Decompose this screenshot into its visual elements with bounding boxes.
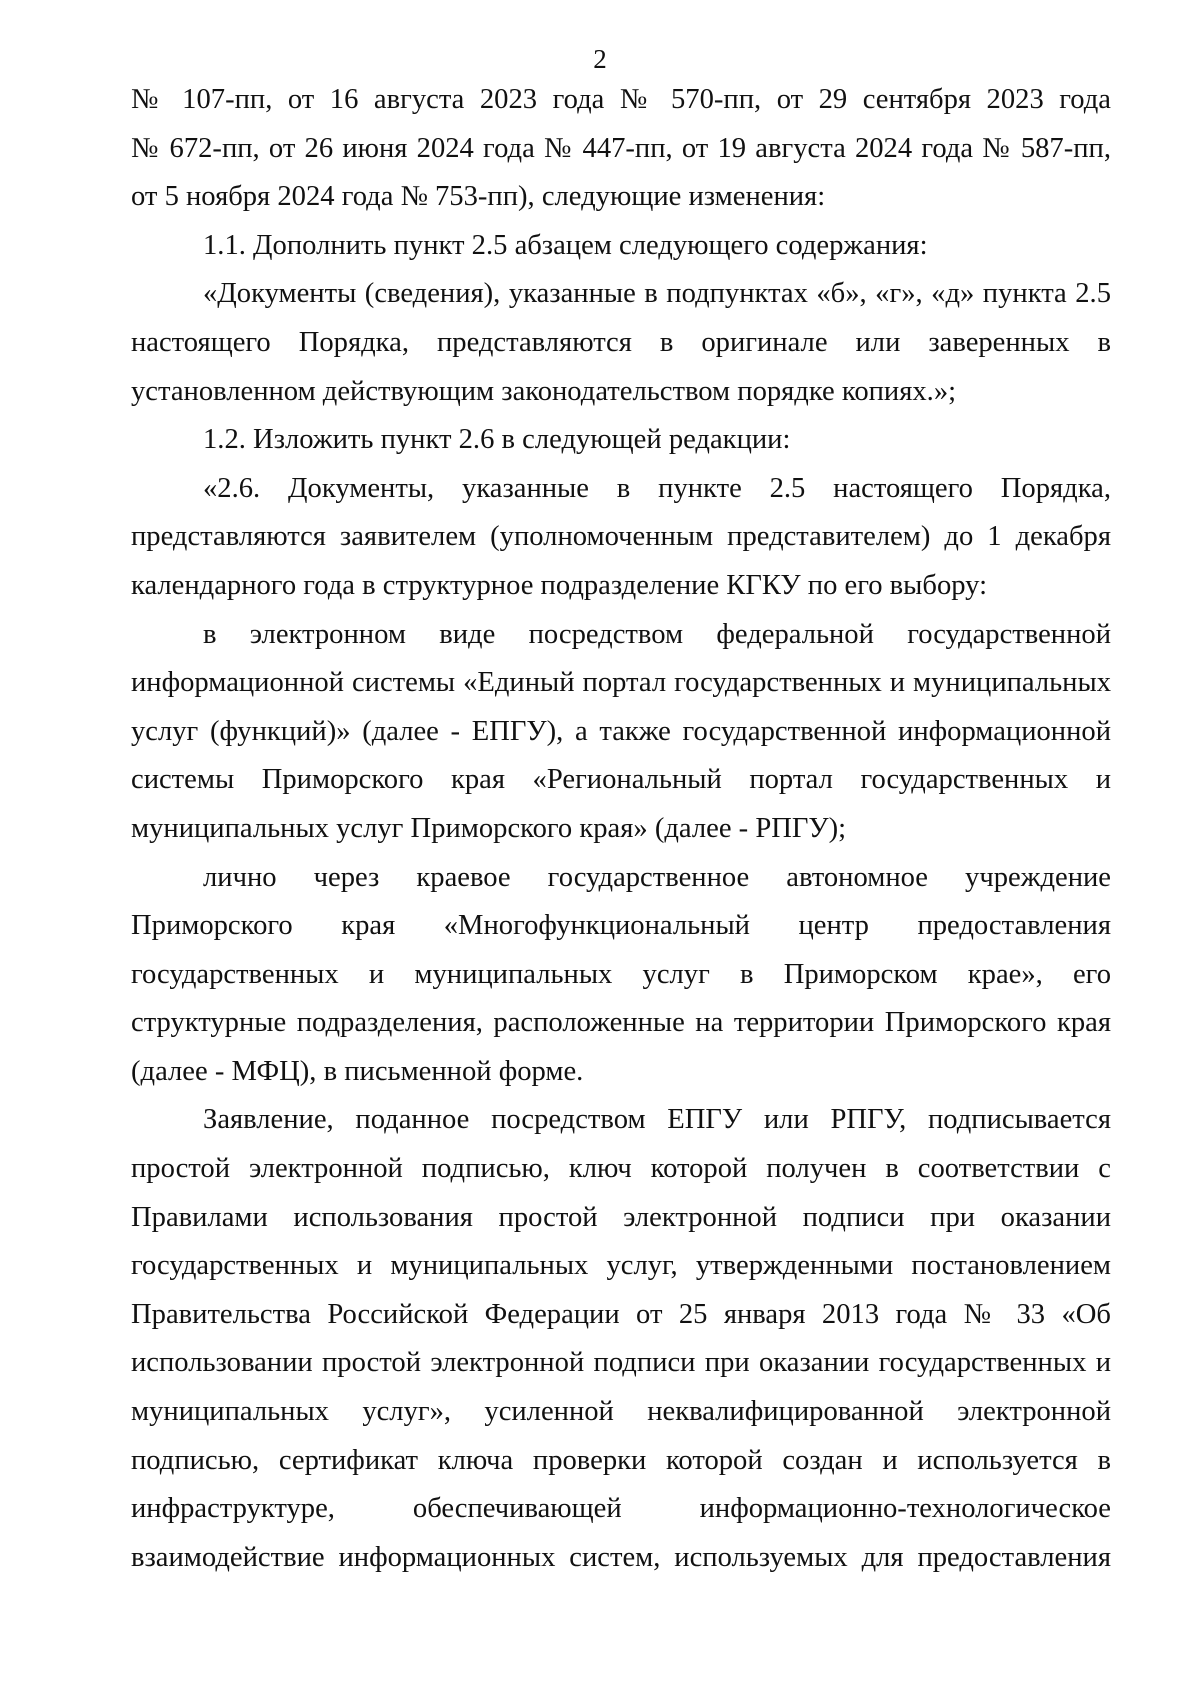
text-line: (далее - МФЦ), в письменной форме. bbox=[131, 1055, 584, 1087]
text-line: лично через краевое государственное автономное учреждение bbox=[203, 861, 1111, 893]
text-line: системы Приморского края «Региональный портал государственных и bbox=[131, 764, 1111, 796]
text-line: № 107-пп, от 16 августа 2023 года № 570-пп, от 29 сентября 2023 года bbox=[131, 84, 1111, 115]
text-line: Правительства Российской Федерации от 25 января 2013 года № 33 «Об bbox=[131, 1298, 1111, 1330]
text-line: структурные подразделения, расположенные на территории Приморского края bbox=[131, 1007, 1111, 1039]
text-line: 1.2. Изложить пункт 2.6 в следующей редакции: bbox=[203, 424, 791, 456]
text-line: информационной системы «Единый портал государственных и муниципальных bbox=[131, 667, 1111, 699]
text-line: использовании простой электронной подписи при оказании государственных и bbox=[131, 1347, 1111, 1379]
text-line: Приморского края «Многофункциональный центр предоставления bbox=[131, 910, 1111, 942]
text-line: от 5 ноября 2024 года № 753-пп), следующие изменения: bbox=[131, 181, 826, 213]
page-number: 2 bbox=[593, 44, 607, 74]
text-line: услуг (функций)» (далее - ЕПГУ), а также государственной информационной bbox=[131, 715, 1111, 747]
text-line: «2.6. Документы, указанные в пункте 2.5 настоящего Порядка, bbox=[203, 472, 1111, 504]
text-line: Правилами использования простой электронной подписи при оказании bbox=[131, 1201, 1111, 1233]
text-line: настоящего Порядка, представляются в оригинале или заверенных в bbox=[131, 326, 1111, 358]
text-line: простой электронной подписью, ключ которой получен в соответствии с bbox=[131, 1153, 1111, 1185]
text-line: государственных и муниципальных услуг в Приморском крае», его bbox=[131, 958, 1111, 990]
text-line: календарного года в структурное подразделение КГКУ по его выбору: bbox=[131, 569, 988, 601]
text-line: в электронном виде посредством федеральной государственной bbox=[203, 618, 1111, 650]
text-line: № 672-пп, от 26 июня 2024 года № 447-пп, от 19 августа 2024 года № 587-пп, bbox=[131, 132, 1111, 164]
text-line: «Документы (сведения), указанные в подпунктах «б», «г», «д» пункта 2.5 bbox=[203, 278, 1111, 310]
text-line: муниципальных услуг Приморского края» (далее - РПГУ); bbox=[131, 812, 847, 844]
text-line: муниципальных услуг», усиленной неквалифицированной электронной bbox=[131, 1396, 1111, 1428]
text-line: Заявление, поданное посредством ЕПГУ или РПГУ, подписывается bbox=[203, 1104, 1111, 1136]
document-body bbox=[131, 76, 1111, 1582]
text-line: взаимодействие информационных систем, используемых для предоставления bbox=[131, 1541, 1111, 1573]
text-line: установленном действующим законодательством порядке копиях.»; bbox=[131, 375, 957, 407]
text-line: подписью, сертификат ключа проверки которой создан и используется в bbox=[131, 1444, 1111, 1476]
text-line: государственных и муниципальных услуг, утвержденными постановлением bbox=[131, 1250, 1111, 1282]
text-line: представляются заявителем (уполномоченным представителем) до 1 декабря bbox=[131, 521, 1111, 553]
text-line: инфраструктуре, обеспечивающей информационно-технологическое bbox=[131, 1493, 1111, 1525]
text-line: 1.1. Дополнить пункт 2.5 абзацем следующего содержания: bbox=[203, 229, 928, 261]
